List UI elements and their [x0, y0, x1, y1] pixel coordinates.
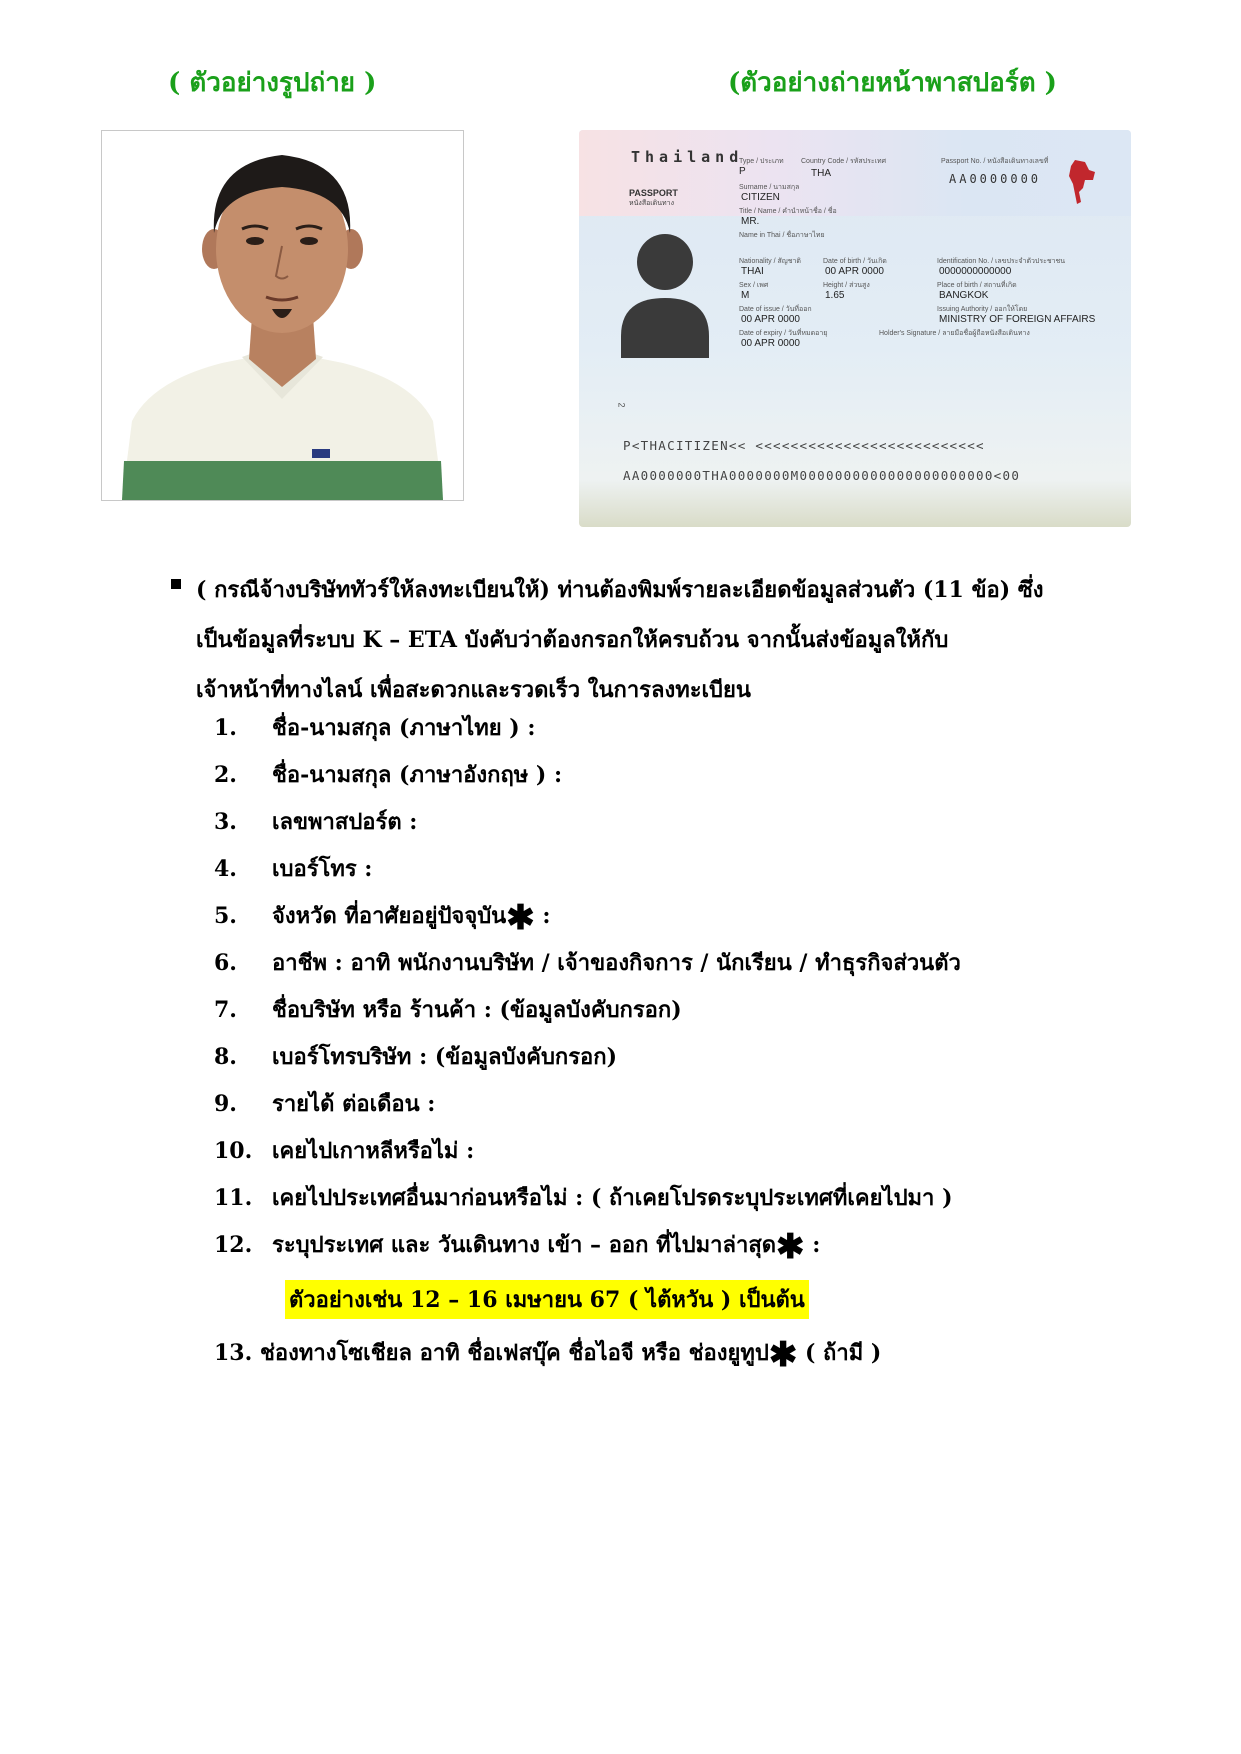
passport-country: Thailand	[631, 148, 744, 166]
passport-label-height: Height / ส่วนสูง	[823, 282, 870, 289]
passport-value-doe: 00 APR 0000	[741, 338, 800, 349]
passport-value-passport-no: AA0000000	[949, 172, 1042, 186]
list-item	[214, 940, 1214, 987]
portrait-illustration	[102, 131, 463, 500]
item-number: 13.	[214, 1340, 253, 1366]
intro-line-1: ( กรณีจ้างบริษัททัวร์ให้ลงทะเบียนให้) ท่านต้องพิมพ์รายละเอียดข้อมูลส่วนตัว (11 ข้อ) ซึ่ง	[196, 577, 1044, 603]
list-item	[214, 1175, 1214, 1222]
passport-value-nationality: THAI	[741, 266, 764, 277]
passport-caption: (ตัวอย่างถ่ายหน้าพาสปอร์ต )	[728, 68, 1057, 98]
list-item	[214, 987, 1214, 1034]
passport-value-sex: M	[741, 290, 750, 301]
passport-label-pob: Place of birth / สถานที่เกิด	[937, 282, 1017, 289]
item-number: 11.	[214, 1185, 253, 1211]
passport-value-doi: 00 APR 0000	[741, 314, 800, 325]
passport-mrz-line1: P<THACITIZEN<< <<<<<<<<<<<<<<<<<<<<<<<<<<	[623, 438, 985, 453]
item-text: ช่องทางโซเชียล อาทิ ชื่อเฟสบุ๊ค ชื่อไอจี หรือ ช่องยูทูป	[259, 1340, 769, 1366]
list-item	[214, 1128, 1214, 1175]
intro-line-2: เป็นข้อมูลที่ระบบ K – ETA บังคับว่าต้องกรอกให้ครบถ้วน จากนั้นส่งข้อมูลให้กับ	[196, 627, 949, 653]
item-text: เคยไปประเทศอื่นมาก่อนหรือไม่ : ( ถ้าเคยโปรดระบุประเทศที่เคยไปมา )	[272, 1185, 953, 1211]
item-text: เบอร์โทรบริษัท : (ข้อมูลบังคับกรอก)	[272, 1044, 617, 1070]
list-item	[214, 893, 1214, 940]
passport-label-surname: Surname / นามสกุล	[739, 184, 800, 191]
passport-label-sex: Sex / เพศ	[739, 282, 769, 289]
passport-label-doi: Date of issue / วันที่ออก	[739, 306, 812, 313]
item-text: เบอร์โทร :	[272, 856, 373, 882]
sample-passport-page	[579, 130, 1131, 527]
item-suffix: :	[534, 903, 551, 929]
passport-label-doe: Date of expiry / วันที่หมดอายุ	[739, 330, 828, 337]
item-text: ชื่อ-นามสกุล (ภาษาอังกฤษ ) :	[272, 762, 563, 788]
item-text: ชื่อบริษัท หรือ ร้านค้า : (ข้อมูลบังคับกรอก)	[272, 997, 682, 1023]
passport-label-title-name: Title / Name / คำนำหน้าชื่อ / ชื่อ	[739, 208, 837, 215]
passport-label-dob: Date of birth / วันเกิด	[823, 258, 887, 265]
photo-caption: ( ตัวอย่างรูปถ่าย )	[168, 68, 377, 98]
square-bullet-icon	[171, 579, 181, 589]
passport-label-country-code: Country Code / รหัสประเทศ	[801, 158, 887, 165]
passport-value-pob: BANGKOK	[939, 290, 989, 301]
passport-value-surname: CITIZEN	[741, 192, 780, 203]
list-item	[214, 1081, 1214, 1128]
intro-paragraph	[196, 565, 1186, 715]
passport-value-id-no: 0000000000000	[939, 266, 1012, 277]
item-number: 7.	[214, 997, 237, 1023]
item-text: จังหวัด ที่อาศัยอยู่ปัจจุบัน	[272, 903, 507, 929]
list-item-13	[214, 1335, 881, 1375]
passport-label-signature: Holder's Signature / ลายมือชื่อผู้ถือหนังสือเดินทาง	[879, 330, 1030, 337]
item-text: ระบุประเทศ และ วันเดินทาง เข้า – ออก ที่ไปมาล่าสุด	[272, 1232, 777, 1258]
item-suffix: :	[804, 1232, 821, 1258]
list-item	[214, 705, 1214, 752]
passport-value-type: P	[739, 166, 746, 177]
list-item	[214, 799, 1214, 846]
item-number: 3.	[214, 809, 237, 835]
list-item	[214, 846, 1214, 893]
item-number: 6.	[214, 950, 237, 976]
passport-mrz-line2: AA0000000THA0000000M0000000000000000000000<00	[623, 468, 1021, 483]
item-number: 9.	[214, 1091, 237, 1117]
passport-value-title: MR.	[741, 216, 760, 227]
passport-value-dob: 00 APR 0000	[825, 266, 884, 277]
passport-label-authority: Issuing Authority / ออกให้โดย	[937, 306, 1028, 313]
passport-label-name-thai: Name in Thai / ชื่อภาษาไทย	[739, 232, 825, 239]
item-number: 1.	[214, 715, 237, 741]
passport-value-authority: MINISTRY OF FOREIGN AFFAIRS	[939, 314, 1096, 325]
passport-doc-title: PASSPORT	[629, 188, 678, 198]
passport-value-height: 1.65	[825, 290, 845, 301]
passport-label-passport-no: Passport No. / หนังสือเดินทางเลขที่	[941, 158, 1049, 165]
item-text: อาชีพ : อาทิ พนักงานบริษัท / เจ้าของกิจการ / นักเรียน / ทำธุรกิจส่วนตัว	[272, 950, 961, 976]
thailand-map-icon	[1065, 158, 1099, 206]
item-text: ชื่อ-นามสกุล (ภาษาไทย ) :	[272, 715, 536, 741]
required-star-icon: ✱	[776, 1227, 805, 1267]
item-number: 2.	[214, 762, 237, 788]
item-number: 8.	[214, 1044, 237, 1070]
item-text: รายได้ ต่อเดือน :	[272, 1091, 436, 1117]
passport-label-id-no: Identification No. / เลขประจำตัวประชาชน	[937, 258, 1066, 265]
passport-avatar-icon	[617, 230, 713, 358]
item-number: 10.	[214, 1138, 253, 1164]
item-suffix: ( ถ้ามี )	[797, 1340, 882, 1366]
required-star-icon: ✱	[506, 898, 535, 938]
required-star-icon: ✱	[768, 1335, 798, 1375]
item-text: เคยไปเกาหลีหรือไม่ :	[272, 1138, 475, 1164]
list-item	[214, 752, 1214, 799]
highlighted-example: ตัวอย่างเช่น 12 – 16 เมษายน 67 ( ไต้หวัน ) เป็นต้น	[285, 1280, 809, 1319]
intro-line-3: เจ้าหน้าที่ทางไลน์ เพื่อสะดวกและรวดเร็ว ในการลงทะเบียน	[196, 677, 751, 703]
list-item	[214, 1034, 1214, 1081]
item-number: 12.	[214, 1232, 253, 1258]
passport-label-type: Type / ประเภท	[739, 158, 784, 165]
list-item	[214, 1222, 1214, 1269]
item-number: 4.	[214, 856, 237, 882]
passport-doc-title-th: หนังสือเดินทาง	[629, 200, 674, 207]
passport-label-nationality: Nationality / สัญชาติ	[739, 258, 801, 265]
item-number: 5.	[214, 903, 237, 929]
required-info-list	[214, 705, 1214, 1269]
item-text: เลขพาสปอร์ต :	[272, 809, 418, 835]
passport-side-number: 2	[616, 402, 627, 408]
sample-portrait-photo	[101, 130, 464, 501]
passport-value-country-code: THA	[811, 168, 831, 179]
